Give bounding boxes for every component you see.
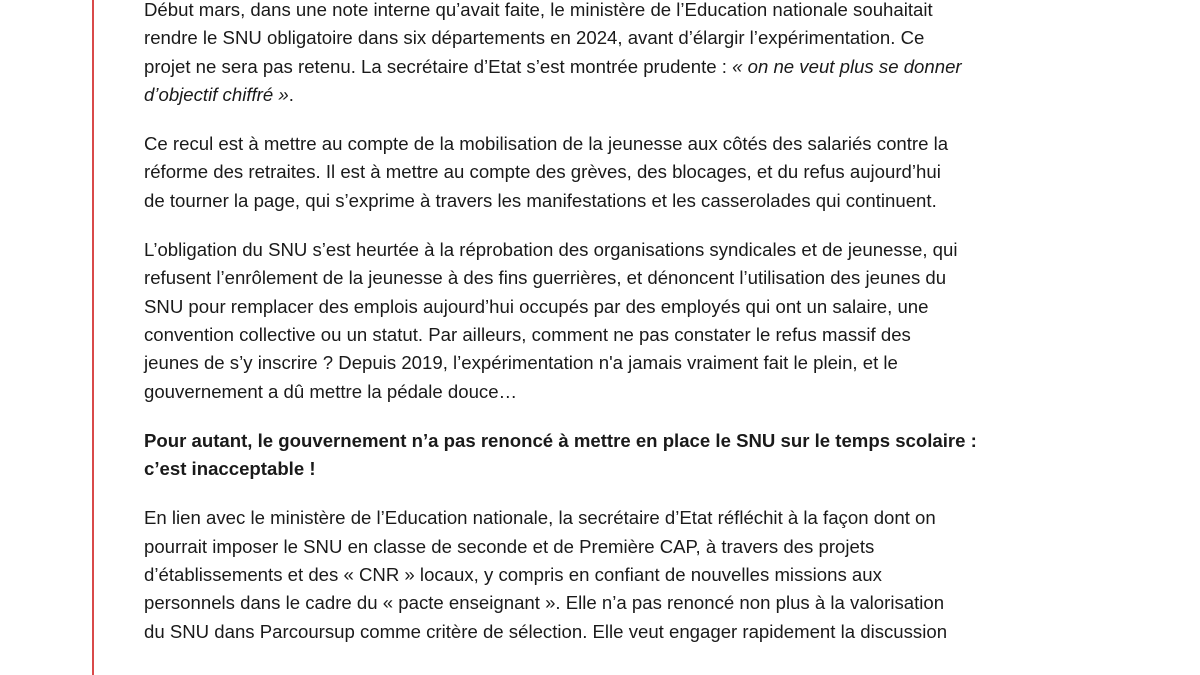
paragraph-2-line-2: réforme des retraites. Il est à mettre au compte des grèves, des blocages, et du refus aujourd’hui [144,161,941,183]
quote-part-1: « on ne veut plus se donner [732,55,962,77]
paragraph-4-line-1: Pour autant, le gouvernement n’a pas renoncé à mettre en place le SNU sur le temps scolaire : [144,429,977,451]
paragraph-1-line-3 [144,53,1150,81]
paragraph-3-line-1: L’obligation du SNU s’est heurtée à la réprobation des organisations syndicales et de jeunesse, qui [144,239,958,261]
paragraph-3-line-5: jeunes de s’y inscrire ? Depuis 2019, l’expérimentation n'a jamais vraiment fait le plein, et le [144,352,898,374]
paragraph-5-line-4: personnels dans le cadre du « pacte enseignant ». Elle n’a pas renoncé non plus à la valorisation [144,592,945,614]
paragraph-1-line-2: rendre le SNU obligatoire dans six départements en 2024, avant d’élargir l’expérimentation. Ce [144,27,925,49]
paragraph-3-line-3: SNU pour remplacer des emplois aujourd’hui occupés par des employés qui ont un salaire, une [144,295,929,317]
paragraph-4-heading [144,427,1150,484]
paragraph-4-line-2: c’est inacceptable ! [144,458,316,480]
paragraph-2 [144,130,1150,215]
quote-part-2: d’objectif chiffré » [144,83,289,105]
margin-rule [92,0,94,675]
document-body [144,0,1150,667]
paragraph-3-line-2: refusent l’enrôlement de la jeunesse à des fins guerrières, et dénoncent l’utilisation des jeunes du [144,267,947,289]
paragraph-1-line-3-text: projet ne sera pas retenu. La secrétaire d’Etat s’est montrée prudente : [144,55,733,77]
paragraph-5-line-2: pourrait imposer le SNU en classe de seconde et de Première CAP, à travers des projets [144,535,875,557]
paragraph-3-line-6: gouvernement a dû mettre la pédale douce… [144,380,518,402]
paragraph-3 [144,236,1150,406]
paragraph-5-line-5: du SNU dans Parcoursup comme critère de sélection. Elle veut engager rapidement la discussion [144,620,948,642]
paragraph-5 [144,504,1150,645]
paragraph-2-line-3: de tourner la page, qui s’exprime à travers les manifestations et les casserolades qui continuent. [144,189,937,211]
paragraph-5-line-1: En lien avec le ministère de l’Education nationale, la secrétaire d’Etat réfléchit à la façon dont on [144,507,936,529]
paragraph-5-line-3: d’établissements et des « CNR » locaux, y compris en confiant de nouvelles missions aux [144,564,882,586]
paragraph-1 [144,0,1150,109]
paragraph-1-line-1: Début mars, dans une note interne qu’avait faite, le ministère de l’Education nationale souhaitait [144,0,933,20]
paragraph-2-line-1: Ce recul est à mettre au compte de la mobilisation de la jeunesse aux côtés des salariés contre la [144,133,949,155]
paragraph-3-line-4: convention collective ou un statut. Par ailleurs, comment ne pas constater le refus massif des [144,323,911,345]
quote-end: . [288,83,294,105]
paragraph-1-line-4 [144,81,1150,109]
